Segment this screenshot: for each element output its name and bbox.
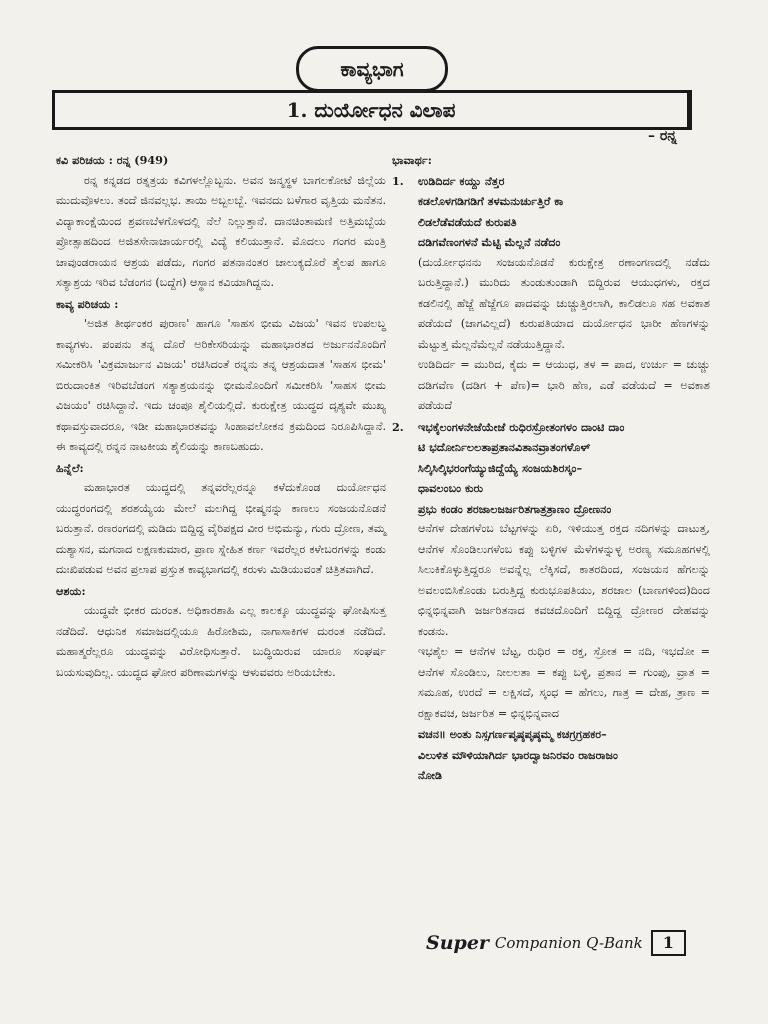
verse-1-block [392, 191, 710, 417]
page-number: 1 [651, 930, 686, 956]
verse-2-line-1: 2. ಇಭಕೈಲಂಗಳನೇಜೆಯೇಜೆ ರುಧಿರಸ್ರೋತಂಗಳಂ ದಾಂಟಿ ದಾಂ [392, 417, 710, 438]
verse-1-number: 1. [392, 173, 404, 188]
vachana-line-1: ವಚನ॥ ಅಂತು ನಿಸ್ಸಗರ್ಣಪೃಷ್ಠಪೃಷ್ಠಮ್ಮ ಕಚಗ್ರಗ್ರಹಕರ– [418, 727, 607, 741]
lesson-title: 1. ದುರ್ಯೋಧನ ವಿಲಾಪ [52, 90, 692, 130]
verse-1-glossary: ಉಡಿದಿರ್ದ = ಮುರಿದ, ಕೈದು = ಆಯುಧ, ತಳ = ಪಾದ, ಉರ್ಚು = ಚುಚ್ಚು ದಡಿಗವೆಣ (ದಡಿಗ + ಪೆಣ)= ಭಾರಿ ಹೆಣ, ಎಡೆ ವಡೆಯದೆ = ಅವಕಾಶ ಪಡೆಯದೆ [418, 358, 710, 412]
verse-2-line-5: ಪ್ರಭು ಕಂಡಂ ಶರಜಾಲಜರ್ಜರಿತಗಾತ್ರತ್ರಾಣಂ ದ್ರೋಣನಂ [418, 501, 612, 516]
verse-2-line-2: ಟಿ ಭದೋರ್ನಿಲಲತಾಪ್ರತಾನವಿತಾನವ್ರಾತಂಗಳೊಳ್ [418, 440, 591, 454]
verse-1-line-4: ದಡಿಗವೆಣಂಗಳನೆ ಮೆಟ್ಟಿ ಮೆಲ್ಲನೆ ನಡೆದಂ [418, 235, 561, 249]
verse-1-meaning: (ದುರ್ಯೋಧನನು ಸಂಜಯನೊಡನೆ ಕುರುಕ್ಷೇತ್ರ ರಣಾಂಗಣದಲ್ಲಿ ನಡೆದು ಬರುತ್ತಿದ್ದಾನೆ.) ಮುರಿದು ತುಂಡುತುಂಡಾಗಿ ಬಿದ್ದಿರುವ ಆಯುಧಗಳು, ರಕ್ತದ ಕಡಲಿನಲ್ಲಿ ಹೆಜ್ಜೆ ಹೆಜ್ಜೆಗೂ ಪಾದವನ್ನು ಚುಚ್ಚುತ್ತಿರಲಾಗಿ, ಕಾಲಿಡಲೂ ಸಹ ಅವಕಾಶ ಪಡೆಯದೆ (ಜಾಗವಿಲ್ಲದೆ) ಕುರುಪತಿಯಾದ ದುರ್ಯೋಧನ ಭಾರೀ ಹೆಣಗಳನ್ನು ಮೆಟ್ಟುತ್ತ ಮೆಲ್ಲನೆಮೆಲ್ಲನೆ ನಡೆಯುತ್ತಿದ್ದಾನೆ. [418, 255, 710, 351]
ashaya-heading: ಆಶಯ: [56, 583, 86, 598]
kavya-heading: ಕಾವ್ಯ ಪರಿಚಯ : [56, 296, 119, 311]
verse-1-line-1: 1. ಉಡಿದಿರ್ದ ಕಯ್ದು ನೆತ್ತರ [392, 171, 710, 192]
verse-1-line-3: ಲಿಡಲೆಡೆವಡೆಯದೆ ಕುರುಪತಿ [418, 214, 517, 229]
kavi-heading: ಕವಿ ಪರಿಚಯ : ರನ್ನ (949) [56, 153, 169, 167]
brand-name: Companion Q-Bank [494, 934, 643, 952]
right-column [392, 150, 710, 786]
bhavartha-heading: ಭಾವಾರ್ಥ: [392, 153, 432, 167]
ashaya-paragraph: ಯುದ್ಧವೇ ಭೀಕರ ದುರಂತ. ಅಧಿಕಾರಶಾಹಿ ಎಲ್ಲ ಕಾಲಕ್ಕೂ ಯುದ್ಧವನ್ನು ಘೋಷಿಸುತ್ತ ನಡೆದಿದೆ. ಆಧುನಿಕ ಸಮಾಜದಲ್ಲಿಯೂ ಹಿರೋಶಿಮ, ನಾಗಾಸಾಕಿಗಳ ದುರಂತ ನಡೆದಿದೆ. ಮಹಾತ್ಮರೆಲ್ಲರೂ ಯುದ್ಧವನ್ನು ವಿರೋಧಿಸುತ್ತಾರೆ. ಬುದ್ಧಿಯಿರುವ ಯಾರೂ ಸಂಘರ್ಷ ಬಯಸುವುದಿಲ್ಲ. ಯುದ್ಧದ ಘೋರ ಪರಿಣಾಮಗಳನ್ನು ಆಳುವವರು ಅರಿಯಬೇಕು. [56, 604, 386, 679]
hinnele-paragraph: ಮಹಾಭಾರತ ಯುದ್ಧದಲ್ಲಿ ತನ್ನವರೆಲ್ಲರನ್ನೂ ಕಳೆದುಕೊಂಡ ದುರ್ಯೋಧನ ಯುದ್ಧರಂಗದಲ್ಲಿ ಶರಶಯ್ಯೆಯ ಮೇಲೆ ಮಲಗಿದ್ದ ಭೀಷ್ಮನನ್ನು ಕಾಣಲು ಸಂಜಯನೊಡನೆ ಬರುತ್ತಾನೆ. ರಣರಂಗದಲ್ಲಿ ಮಡಿದು ಬಿದ್ದಿದ್ದ ವೈರಿಪಕ್ಷದ ವೀರ ಅಭಿಮನ್ಯು, ಗುರು ದ್ರೋಣ, ತಮ್ಮ ದುಶ್ಯಾಸನ, ಮಗನಾದ ಲಕ್ಷಣಕುಮಾರ, ಪ್ರಾಣ ಸ್ನೇಹಿತ ಕರ್ಣ ಇವರೆಲ್ಲರ ಕಳೇಬರಗಳನ್ನು ಕಂಡು ದುಃಖಿಪಡುವ ಅವನ ಪ್ರಲಾಪ ಪ್ರಸ್ತುತ ಕಾವ್ಯಭಾಗದಲ್ಲಿ ಕರುಳು ಮಿಡಿಯುವಂತೆ ಚಿತ್ರಿತವಾಗಿದೆ. [56, 481, 386, 576]
verse-2-number: 2. [392, 419, 404, 434]
left-column [56, 150, 386, 683]
verse-2-line-4: ಧಾವಲಂಬಂ ಕುರು [418, 481, 484, 495]
verse-2-block [392, 437, 710, 786]
verse-1-line-2: ಕಡಲೊಳಗಡಿಗಡಿಗೆ ತಳಮನುರ್ಚುತ್ತಿರೆ ಕಾ [418, 194, 564, 208]
section-label: ಕಾವ್ಯಭಾಗ [296, 46, 448, 92]
vachana-line-3: ನೋಡಿ [418, 768, 443, 782]
brand-super: Super [426, 932, 489, 954]
hinnele-heading: ಹಿನ್ನೆಲೆ: [56, 460, 84, 475]
kavi-paragraph: ರನ್ನ ಕನ್ನಡದ ರತ್ನತ್ರಯ ಕವಿಗಳಲ್ಲೊಬ್ಬನು. ಅವನ ಜನ್ಮಸ್ಥಳ ಬಾಗಲಕೋಟೆ ಜಿಲ್ಲೆಯ ಮುದುವೊಳಲು. ತಂದೆ ಜಿನವಲ್ಲಭ. ತಾಯಿ ಅಬ್ಬಲಬ್ಬೆ. ಇವನದು ಬಳೆಗಾರ ವೃತ್ತಿಯ ಮನೆತನ. ವಿದ್ಯಾಕಾಂಕ್ಷೆಯಿಂದ ಶ್ರವಣಬೆಳಗೊಳದಲ್ಲಿ ನೆಲೆ ನಿಲ್ಲುತ್ತಾನೆ. ದಾನಚಿಂತಾಮಣಿ ಅತ್ತಿಮಬ್ಬೆಯ ಪ್ರೋತ್ಸಾಹದಿಂದ ಅಜಿತಸೇನಾಚಾರ್ಯರಲ್ಲಿ ವಿದ್ಯೆ ಕಲಿಯುತ್ತಾನೆ. ಮೊದಲು ಗಂಗರ ಮಂತ್ರಿ ಚಾವುಂಡರಾಯನ ಆಶ್ರಯ ಪಡೆದು, ಗಂಗರ ಪತನಾನಂತರ ಚಾಲುಕ್ಯದೊರೆ ತೈಲಪ ಹಾಗೂ ಸತ್ಯಾಶ್ರಯ ಇರಿವ ಬೆಡಂಗನ (ಬದ್ದೆಗ) ಆಸ್ಥಾನ ಕವಿಯಾಗಿದ್ದನು. [56, 173, 386, 289]
author-signature: – ರನ್ನ [648, 128, 677, 144]
vachana-line-2: ವಿಲುಳಿತ ಮೌಳಿಯಾಗಿರ್ದ ಭಾರದ್ವಾಜನಿರವಂ ರಾಜರಾಜಂ [418, 747, 618, 762]
verse-2-line-3: ಸಿಲ್ಕಿಸಿಲ್ಕಿಭರಂಗೆಯ್ಯುಜಿದ್ದೆಯ್ಯೆ ಸಂಜಯಶಿರಸ್ಕಂ– [418, 460, 583, 475]
verse-2-glossary: ಇಭಶೈಲ = ಆನೆಗಳ ಬೆಟ್ಟ, ರುಧಿರ = ರಕ್ತ, ಸ್ರೋತ = ನದಿ, ಇಭದೋ = ಆನೆಗಳ ಸೊಂಡಿಲು, ನೀಲಲತಾ = ಕಪ್ಪು ಬಳ್ಳಿ, ಪ್ರತಾನ = ಗುಂಪು, ವ್ರಾತ = ಸಮೂಹ, ಉರದೆ = ಲಕ್ಷಿಸದೆ, ಸ್ಕಂಧ = ಹೆಗಲು, ಗಾತ್ರ = ದೇಹ, ತ್ರಾಣ = ರಕ್ಷಾಕವಚ, ಜರ್ಜರಿತ = ಛಿನ್ನಭಿನ್ನವಾದ [418, 645, 710, 720]
verse-2-meaning: ಆನೆಗಳ ದೇಹಗಳೆಂಬ ಬೆಟ್ಟಗಳನ್ನು ಏರಿ, ಇಳಿಯುತ್ತ ರಕ್ತದ ನದಿಗಳನ್ನು ದಾಟುತ್ತ, ಆನೆಗಳ ಸೊಂಡಿಲುಗಳೆಂಬ ಕಪ್ಪು ಬಳ್ಳಿಗಳ ಮೆಳೆಗಳನ್ನುಳ್ಳ ಅರಣ್ಯ ಸಮೂಹಗಳಲ್ಲಿ ಸಿಲುಕಿಕೊಳ್ಳುತ್ತಿದ್ದರೂ ಅವನ್ನೆಲ್ಲ ಲೆಕ್ಕಿಸದೆ, ಕಾತರದಿಂದ, ಸಂಜಯನ ಹೆಗಲನ್ನು ಅವಲಂಬಿಸಿಕೊಂಡು ಬರುತ್ತಿದ್ದ ಕುರುಭೂಪತಿಯು, ಶರಜಾಲ (ಬಾಣಗಳಿಂದ)ದಿಂದ ಛಿನ್ನಭಿನ್ನವಾಗಿ ಜರ್ಜರಿತನಾದ ಕವಚದೊಂದಿಗೆ ಬಿದ್ದಿದ್ದ ದ್ರೋಣರ ದೇಹವನ್ನು ಕಂಡನು. [418, 522, 710, 638]
footer-brand [426, 930, 686, 956]
kavya-paragraph: 'ಅಜಿತ ತೀರ್ಥಂಕರ ಪುರಾಣ' ಹಾಗೂ 'ಸಾಹಸ ಭೀಮ ವಿಜಯ' ಇವನ ಉಪಲಬ್ಧ ಕಾವ್ಯಗಳು. ಪಂಪನು ತನ್ನ ದೊರೆ ಅರಿಕೇಸರಿಯನ್ನು ಮಹಾಭಾರತದ ಅರ್ಜುನನೊಂದಿಗೆ ಸಮೀಕರಿಸಿ 'ವಿಕ್ರಮಾರ್ಜುನ ವಿಜಯ' ರಚಿಸಿದಂತೆ ರನ್ನನು ತನ್ನ ಆಶ್ರಯದಾತ 'ಸಾಹಸ ಭೀಮ' ಬಿರುದಾಂಕಿತ ಇರಿವಬೆಡಂಗ ಸತ್ಯಾಶ್ರಯನನ್ನು ಭೀಮನೊಂದಿಗೆ ಸಮೀಕರಿಸಿ 'ಸಾಹಸ ಭೀಮ ವಿಜಯಂ' ರಚಿಸಿದ್ದಾನೆ. ಇದು ಚಂಪೂ ಶೈಲಿಯಲ್ಲಿದೆ. ಕುರುಕ್ಷೇತ್ರ ಯುದ್ಧದ ದೃಶ್ಯವೇ ಮುಖ್ಯ ಕಥಾವಸ್ತುವಾದರೂ, ಇಡೀ ಮಹಾಭಾರತವನ್ನು ಸಿಂಹಾವಲೋಕನ ಕ್ರಮದಿಂದ ನಿರೂಪಿಸಿದ್ದಾನೆ. ಈ ಕಾವ್ಯದಲ್ಲಿ ರನ್ನನ ನಾಟಕೀಯ ಶೈಲಿಯನ್ನು ಕಾಣಬಹುದು. [56, 317, 386, 453]
